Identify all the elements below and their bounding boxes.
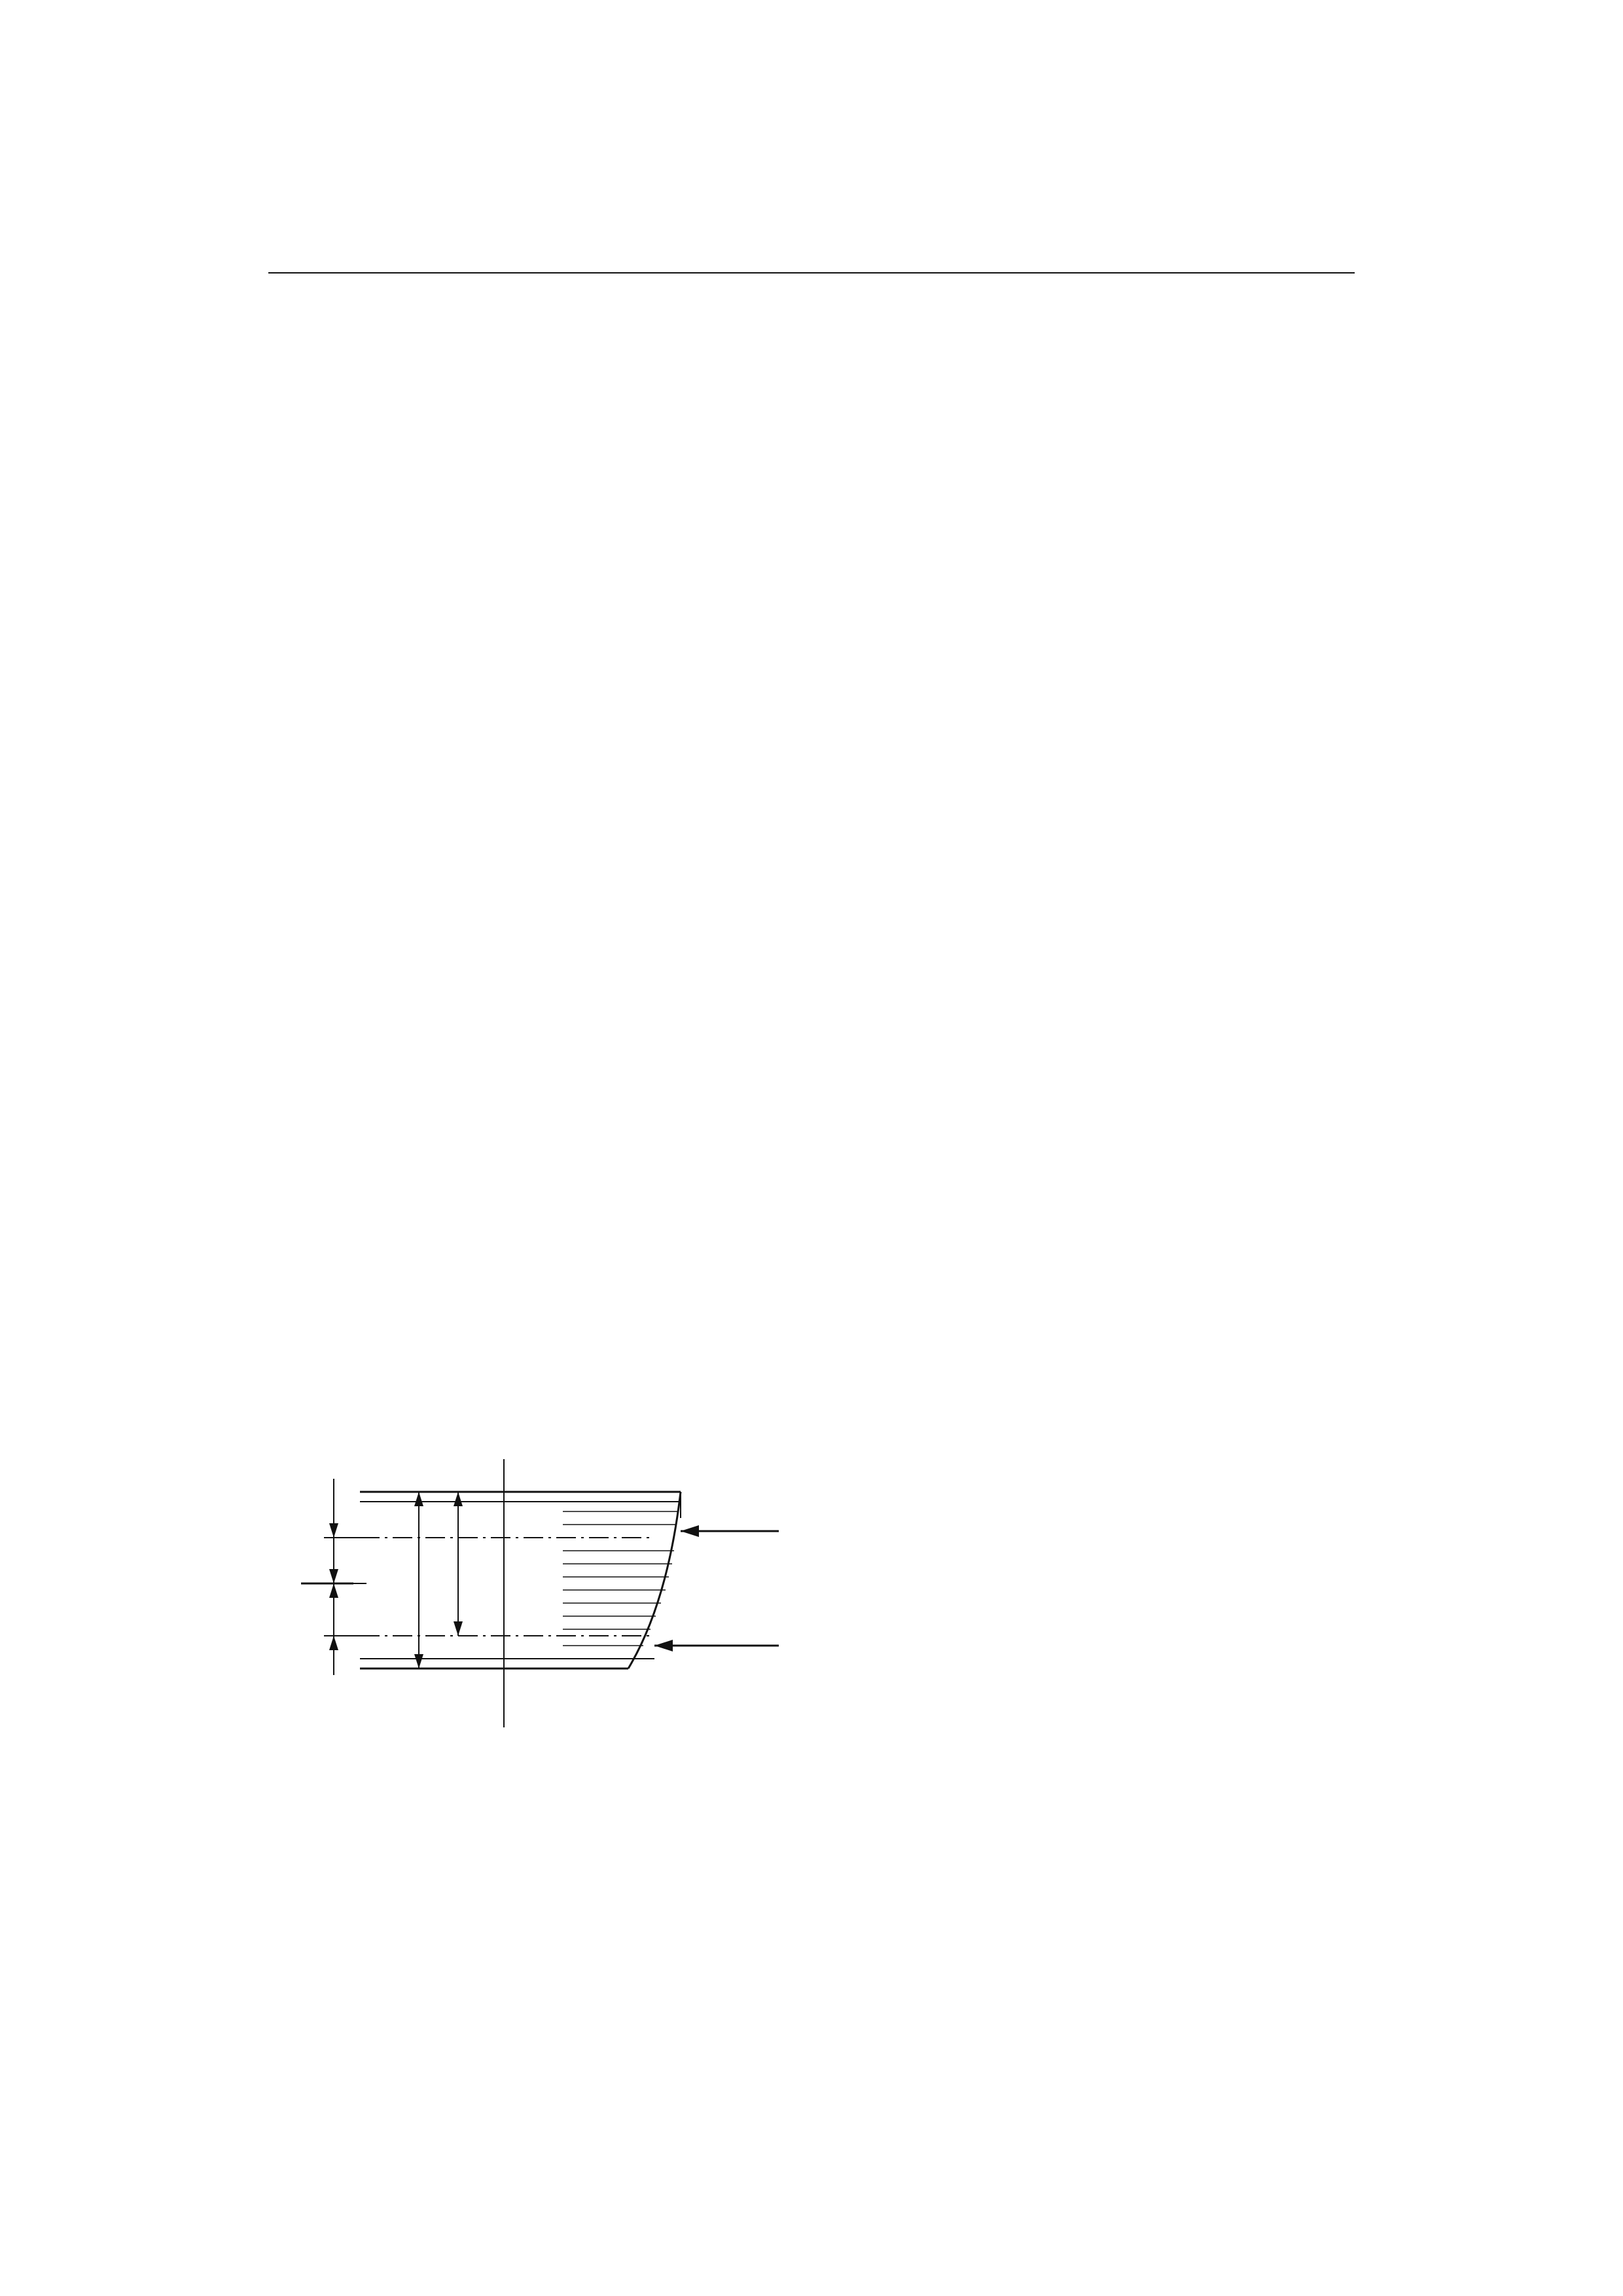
running-header	[268, 233, 1355, 274]
figure-eccentric-element	[262, 1439, 805, 1727]
stress-hatching	[563, 1511, 678, 1646]
